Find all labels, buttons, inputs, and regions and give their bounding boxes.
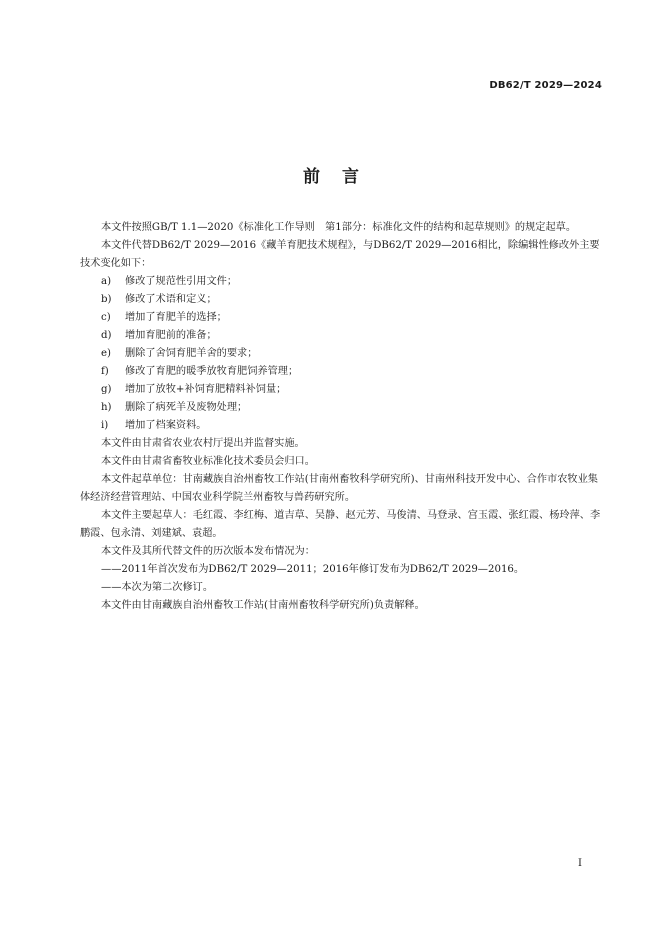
list-item [80,327,602,345]
page-number: I [578,858,582,869]
list-marker: a) [101,276,112,287]
paragraph-centralized: 本文件由甘肃省畜牧业标准化技术委员会归口。 [101,456,315,467]
history-item: ——本次为第二次修订。 [101,582,214,593]
paragraph-replacement: 本文件代替DB62/T 2029—2016《藏羊育肥技术规程》，与DB62/T 2029—2016相比，除编辑性修改外主要技术变化如下： [80,240,600,269]
list-item [80,417,602,435]
paragraph-drafting-units: 本文件起草单位：甘南藏族自治州畜牧工作站(甘南州畜牧科学研究所)、甘南州科技开发中心、合作市农牧业集体经济经营管理站、中国农业科学院兰州畜牧与兽药研究所。 [80,474,598,503]
list-marker: i) [101,420,109,431]
paragraph-interpretation: 本文件由甘南藏族自治州畜牧工作站(甘南州畜牧科学研究所)负责解释。 [101,600,425,611]
history-item: ——2011年首次发布为DB62/T 2029—2011；2016年修订发布为DB62/T 2029—2016。 [101,564,525,575]
list-marker: f) [101,366,109,377]
page-title: 前言 [303,167,381,187]
foreword-body [80,219,602,615]
document-code: DB62/T 2029—2024 [489,80,602,91]
list-item [80,309,602,327]
list-item [80,399,602,417]
list-marker: e) [101,348,112,359]
list-text: 增加育肥前的准备； [125,330,217,341]
list-text: 修改了规范性引用文件； [125,276,238,287]
list-marker: h) [101,402,112,413]
changes-list [80,273,602,435]
paragraph-drafting-rules: 本文件按照GB/T 1.1—2020《标准化工作导则 第1部分：标准化文件的结构和起草规则》的规定起草。 [101,222,577,233]
list-item [80,363,602,381]
list-marker: g) [101,384,112,395]
list-text: 删除了病死羊及废物处理； [125,402,248,413]
list-text: 增加了放牧+补饲育肥精料补饲量； [125,384,287,395]
list-marker: d) [101,330,112,341]
list-text: 修改了术语和定义； [125,294,217,305]
list-text: 增加了育肥羊的选择； [125,312,227,323]
paragraph-proposer: 本文件由甘肃省农业农村厅提出并监督实施。 [101,438,305,449]
list-text: 删除了舍饲育肥羊舍的要求； [125,348,258,359]
paragraph-drafters: 本文件主要起草人：毛红霞、李红梅、道吉草、吴静、赵元芳、马俊清、马登录、宫玉霞、张红霞、杨玲萍、李鹏霞、包永清、刘建斌、袁超。 [80,510,601,539]
list-marker: c) [101,312,111,323]
list-item [80,291,602,309]
list-marker: b) [101,294,112,305]
list-item [80,345,602,363]
paragraph-history-intro: 本文件及其所代替文件的历次版本发布情况为： [101,546,315,557]
list-text: 增加了档案资料。 [125,420,207,431]
list-item [80,273,602,291]
list-text: 修改了育肥的暖季放牧育肥饲养管理； [125,366,299,377]
list-item [80,381,602,399]
